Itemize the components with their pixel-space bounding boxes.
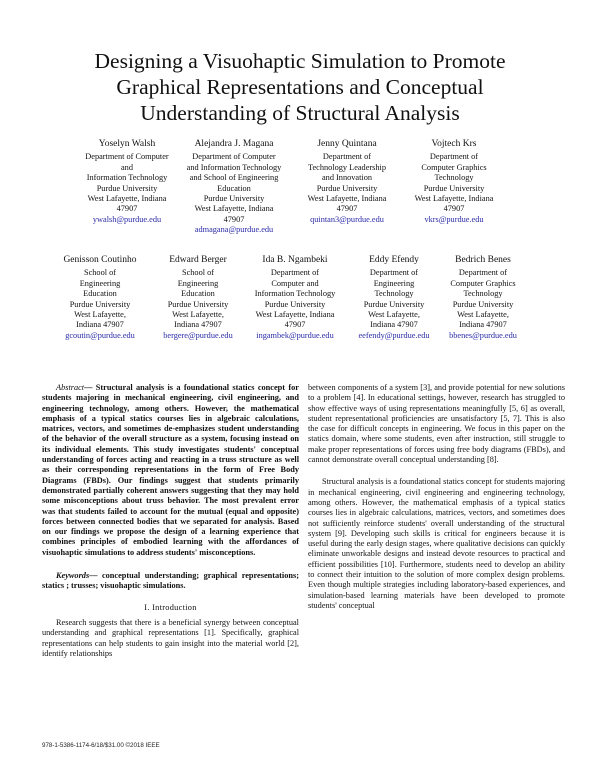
affiliation-line: Indiana 47907 bbox=[370, 320, 418, 330]
body-paragraph: Research suggests that there is a beneficial synergy between conceptual understanding and graphical representations [1]. Specifically, graphical representations can help students to gain insight into the material world [2], identify relationships bbox=[42, 617, 299, 658]
affiliation-line: 47907 bbox=[116, 204, 138, 214]
author-name: Genisson Coutinho bbox=[63, 255, 137, 265]
right-column bbox=[308, 383, 565, 611]
abstract-text: — Structural analysis is a foundational statics concept for students majoring in mechanical engineering, civil engineering, and engineering technology, among others. However, the mathematical emphasis of a typical statics courses lies in algebraic calculations, matrices, vectors, and sometimes de-emphasizes student understanding of the behavior of the overall structure as a system, focusing instead on its individual elements. This study investigates students' conceptual understanding of forces acting and reacting in a truss structure as well as their corresponding representations in the form of Free Body Diagrams (FBDs). Our findings suggest that students primarily demonstrated partially coherent answers suggesting that they may hold some misconceptions about truss behavior. The most prevalent error was that students failed to account for the mutual (equal and opposite) forces between connected bodies that we separated for analysis. Based on our findings we propose the design of a learning experience that combines principles of embodied learning with the affordances of visuohaptic simulations to address students' misconceptions. bbox=[42, 383, 299, 557]
affiliation-line: Computer and bbox=[271, 278, 319, 288]
author-block bbox=[240, 255, 350, 341]
affiliation-line: Indiana 47907 bbox=[174, 320, 222, 330]
keywords-label: Keywords bbox=[56, 571, 90, 581]
author-block bbox=[50, 255, 150, 341]
author-block bbox=[398, 139, 510, 225]
affiliation-line: Information Technology bbox=[86, 173, 168, 183]
affiliation-line: Department of bbox=[270, 268, 320, 278]
author-email-link[interactable]: vkrs@purdue.edu bbox=[424, 214, 484, 224]
affiliation-line: West Lafayette, bbox=[368, 310, 420, 320]
author-name: Alejandra J. Magana bbox=[194, 139, 274, 149]
affiliation-line: Purdue University bbox=[363, 299, 425, 309]
affiliation-line: West Lafayette, Indiana bbox=[194, 204, 274, 214]
author-block bbox=[150, 255, 246, 341]
affiliation-line: School of bbox=[83, 268, 117, 278]
affiliation-line: Computer Graphics bbox=[421, 162, 487, 172]
affiliation-line: Purdue University bbox=[316, 183, 378, 193]
affiliation-line: Indiana 47907 bbox=[459, 320, 507, 330]
affiliation-line: 47907 bbox=[223, 214, 245, 224]
author-email-link[interactable]: ywalsh@purdue.edu bbox=[92, 214, 162, 224]
keywords bbox=[42, 571, 299, 592]
affiliation-line: 47907 bbox=[336, 204, 358, 214]
affiliation-line: West Lafayette, bbox=[74, 310, 126, 320]
author-name: Edward Berger bbox=[169, 255, 227, 265]
title-line: Designing a Visuohaptic Simulation to Promote bbox=[94, 49, 506, 73]
author-name: Eddy Efendy bbox=[369, 255, 419, 265]
abstract-label: Abstract bbox=[56, 383, 85, 392]
affiliation-line: Purdue University bbox=[264, 299, 326, 309]
affiliation-line: Purdue University bbox=[423, 183, 485, 193]
affiliation-line: Engineering bbox=[373, 278, 415, 288]
title-line: Graphical Representations and Conceptual bbox=[116, 75, 484, 99]
body-paragraph: between components of a system [3], and provide potential for new solutions to a problem [4]. In educational settings, however, research has struggled to show effective ways of using representations meaningfully [5, 6] as overall, student representational proficiencies are unsatisfactory [5, 7]. This is also the case for difficult concepts in engineering. We focus in this paper on the statics domain, where some students, even after instruction, still struggle to make proper representations of forces using free body diagrams (FBDs), and cannot demonstrate overall conceptual understanding [8]. bbox=[308, 383, 565, 465]
affiliation-line: Purdue University bbox=[203, 194, 265, 204]
left-column bbox=[42, 383, 299, 659]
affiliation-line: Indiana 47907 bbox=[76, 320, 124, 330]
affiliation-line: West Lafayette, Indiana bbox=[414, 194, 494, 204]
affiliation-line: West Lafayette, Indiana bbox=[307, 194, 387, 204]
affiliation-line: Department of Computer bbox=[85, 152, 169, 162]
affiliation-line: Department of bbox=[429, 152, 479, 162]
author-email-link[interactable]: bbenes@purdue.edu bbox=[449, 330, 517, 340]
author-email-link[interactable]: admagana@purdue.edu bbox=[194, 225, 274, 235]
affiliation-line: West Lafayette, bbox=[172, 310, 224, 320]
affiliation-line: West Lafayette, bbox=[457, 310, 509, 320]
affiliation-line: Engineering bbox=[79, 278, 121, 288]
keywords-text: — conceptual understanding; graphical representations; statics ; trusses; visuohaptic simulations. bbox=[42, 571, 299, 591]
affiliation-line: Information Technology bbox=[254, 289, 336, 299]
author-email-link[interactable]: bergere@purdue.edu bbox=[163, 330, 233, 340]
affiliation-line: and School of Engineering bbox=[189, 173, 279, 183]
affiliation-line: Purdue University bbox=[69, 299, 131, 309]
author-block bbox=[292, 139, 402, 225]
affiliation-line: and bbox=[121, 162, 133, 172]
author-email-link[interactable]: eefendy@purdue.edu bbox=[358, 330, 430, 340]
title-line: Understanding of Structural Analysis bbox=[140, 101, 460, 125]
affiliation-line: and Information Technology bbox=[186, 162, 282, 172]
affiliation-line: School of bbox=[181, 268, 215, 278]
affiliation-line: West Lafayette, Indiana bbox=[255, 310, 335, 320]
affiliation-line: 47907 bbox=[443, 204, 465, 214]
affiliation-line: 47907 bbox=[284, 320, 306, 330]
affiliation-line: Technology bbox=[374, 289, 414, 299]
copyright-footer: 978-1-5386-1174-6/18/$31.00 ©2018 IEEE bbox=[42, 742, 160, 749]
affiliation-line: West Lafayette, Indiana bbox=[87, 194, 167, 204]
author-block bbox=[176, 139, 292, 236]
author-name: Bedrich Benes bbox=[455, 255, 511, 265]
affiliation-line: Department of bbox=[322, 152, 372, 162]
author-name: Yoselyn Walsh bbox=[98, 139, 156, 149]
affiliation-line: Purdue University bbox=[96, 183, 158, 193]
affiliation-line: Technology Leadership bbox=[308, 162, 386, 172]
section-heading: I. Introduction bbox=[144, 602, 197, 612]
affiliation-line: Technology bbox=[463, 289, 503, 299]
affiliation-line: Computer Graphics bbox=[450, 278, 516, 288]
author-email-link[interactable]: gcoutin@purdue.edu bbox=[65, 330, 135, 340]
affiliation-line: Department of bbox=[369, 268, 419, 278]
author-block bbox=[428, 255, 538, 341]
affiliation-line: Engineering bbox=[177, 278, 219, 288]
author-name: Jenny Quintana bbox=[317, 139, 377, 149]
affiliation-line: Education bbox=[217, 183, 251, 193]
affiliation-line: and Innovation bbox=[321, 173, 372, 183]
affiliation-line: Purdue University bbox=[452, 299, 514, 309]
abstract bbox=[42, 383, 299, 558]
author-name: Ida B. Ngambeki bbox=[262, 255, 328, 265]
author-block bbox=[72, 139, 182, 225]
affiliation-line: Department of Computer bbox=[192, 152, 276, 162]
affiliation-line: Education bbox=[83, 289, 117, 299]
paper-title bbox=[50, 48, 550, 126]
author-name: Vojtech Krs bbox=[431, 139, 477, 149]
author-email-link[interactable]: ingambek@purdue.edu bbox=[256, 330, 334, 340]
affiliation-line: Department of bbox=[458, 268, 508, 278]
affiliation-line: Education bbox=[181, 289, 215, 299]
affiliation-line: Technology bbox=[434, 173, 474, 183]
author-email-link[interactable]: quintan3@purdue.edu bbox=[310, 214, 384, 224]
affiliation-line: Purdue University bbox=[167, 299, 229, 309]
body-paragraph: Structural analysis is a foundational statics concept for students majoring in mechanical engineering, civil engineering and engineering technology, among others. However, the mathematical emphasis of a typical statics courses lies in algebraic calculations, matrices, vectors, and sometimes does not sufficiently reinforce students' overall understanding of the structural system [9]. Developing such skills is critical for engineers because it is useful during the early design stages, where qualitative decisions can quickly eliminate unworkable designs and instead devote resources to practical and efficient possibilities [10]. Furthermore, students need to develop an ability to connect their intuition to the solution of more complex design problems. Even though multiple strategies including laboratory-based experiences, and simulation-based learning materials have been developed to promote students' conceptual bbox=[308, 477, 565, 610]
